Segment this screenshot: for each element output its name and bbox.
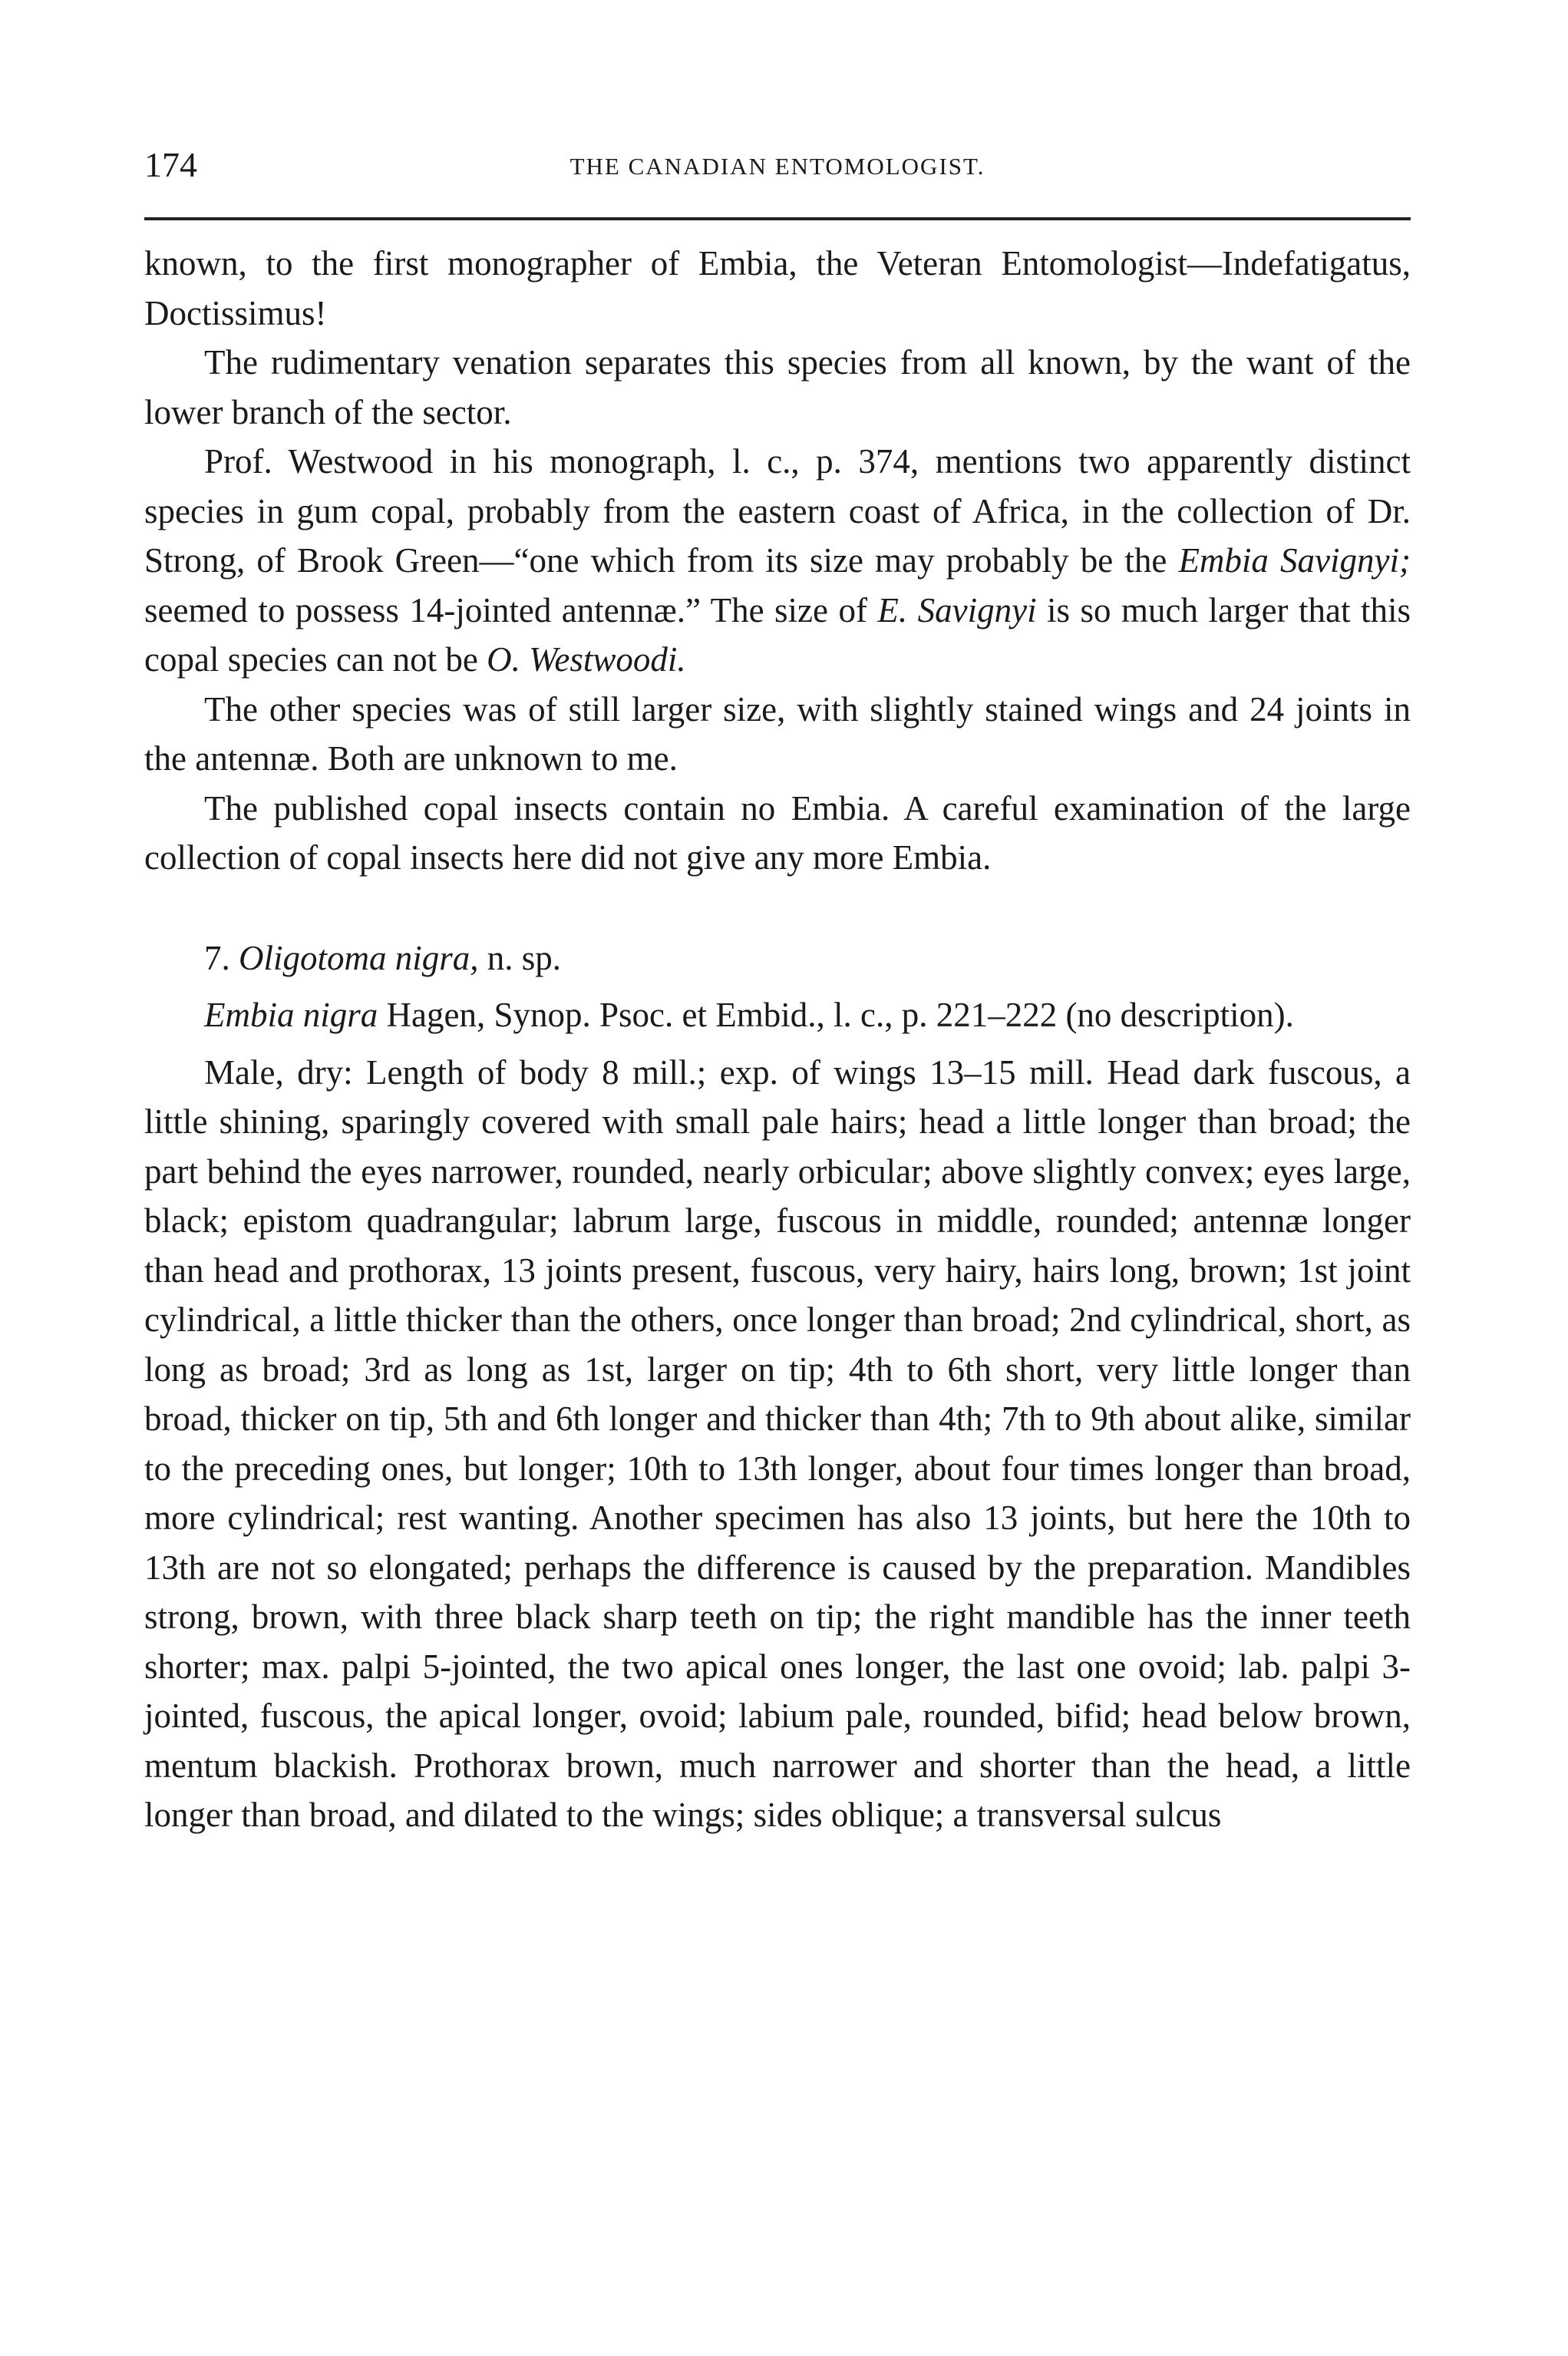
section-suffix: n. sp. <box>478 938 562 977</box>
species-name: E. Savignyi <box>877 590 1037 629</box>
paragraph-other-species: The other species was of still larger size, with slightly stained wings and 24 joints in the antennæ. Both are unknown to me. <box>144 689 1411 778</box>
species-name: O. Westwoodi. <box>487 640 686 679</box>
paragraph-westwood <box>144 437 1411 685</box>
page-number: 174 <box>144 145 197 184</box>
text-run: Prof. Westwood in his monograph, l. c., p. 374, mentions two apparently distinct species in gum copal, probably from the eastern coast of Africa, in the collection of Dr. Strong, of Brook Green—“one which from its size may probably be the <box>144 442 1411 580</box>
species-name: Embia Savignyi; <box>1178 541 1411 580</box>
section-species-name: Oligotoma nigra, <box>239 938 479 977</box>
synonym-name: Embia nigra <box>204 996 378 1034</box>
text-run: seemed to possess 14-jointed antennæ.” The size of <box>144 590 878 629</box>
running-head: THE CANADIAN ENTOMOLOGIST. <box>569 153 985 180</box>
section-number: 7. <box>204 938 230 977</box>
paragraph-venation: The rudimentary venation separates this species from all known, by the want of the lower branch of the sector. <box>144 343 1411 431</box>
body-text <box>144 239 1411 1840</box>
section-heading <box>144 933 1411 983</box>
header-rule <box>144 217 1411 220</box>
book-page <box>144 142 1411 1840</box>
synonym-line <box>144 990 1411 1040</box>
text-run: is so much larger that this copal species can not be <box>144 590 1411 679</box>
paragraph-description: Male, dry: Length of body 8 mill.; exp. of wings 13–15 mill. Head dark fuscous, a little shining, sparingly covered with small pale hairs; head a little longer than broad; the part behind the eyes narrower, rounded, nearly orbicular; above slightly convex; eyes large, black; epistom quadrangular; labrum large, fuscous in middle, rounded; antennæ longer than head and prothorax, 13 joints present, fuscous, very hairy, hairs long, brown; 1st joint cylindrical, a little thicker than the others, once longer than broad; 2nd cylindrical, short, as long as broad; 3rd as long as 1st, larger on tip; 4th to 6th short, very little longer than broad, thicker on tip, 5th and 6th longer and thicker than 4th; 7th to 9th about alike, similar to the preceding ones, but longer; 10th to 13th longer, about four times longer than broad, more cylindrical; rest wanting. Another specimen has also 13 joints, but here the 10th to 13th are not so elongated; perhaps the difference is caused by the preparation. Mandibles strong, brown, with three black sharp teeth on tip; the right mandible has the inner teeth shorter; max. palpi 5-jointed, the two apical ones longer, the last one ovoid; lab. palpi 3-jointed, fuscous, the apical longer, ovoid; labium pale, rounded, bifid; head below brown, mentum blackish. Prothorax brown, much narrower and shorter than the head, a little longer than broad, and dilated to the wings; sides oblique; a transversal sulcus <box>144 1052 1411 1834</box>
paragraph-copal: The published copal insects contain no Embia. A careful examination of the large collection of copal insects here did not give any more Embia. <box>144 788 1411 877</box>
synonym-text: Hagen, Synop. Psoc. et Embid., l. c., p. 221–222 (no description). <box>378 996 1294 1034</box>
page-header <box>144 142 1411 196</box>
paragraph-continuation: known, to the first monographer of Embia, the Veteran Entomologist—Indefatigatus, Doctissimus! <box>144 244 1411 332</box>
